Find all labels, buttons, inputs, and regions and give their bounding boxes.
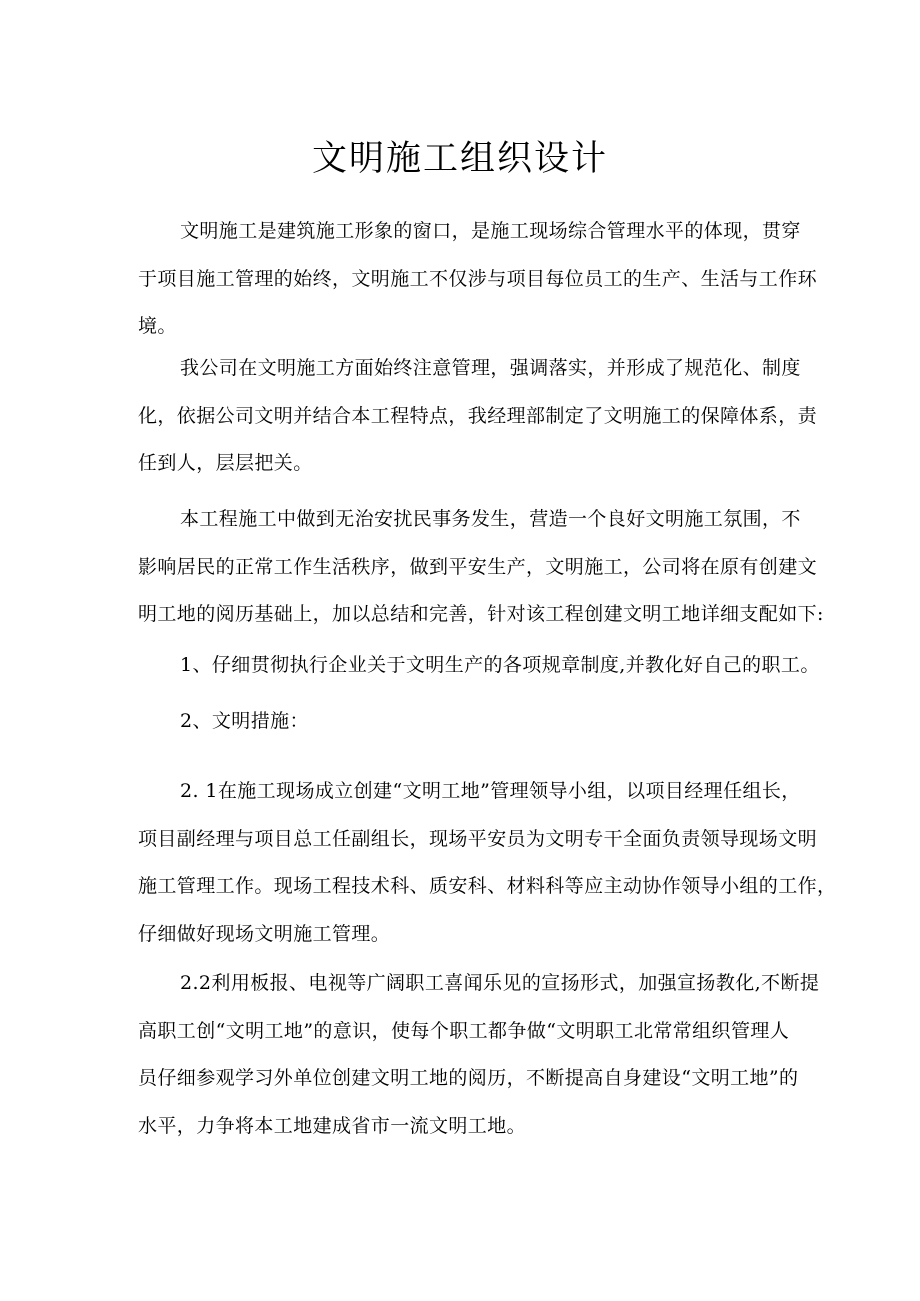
paragraph-item-2-2 <box>138 960 820 1150</box>
text-line: 2.2利用板报、电视等广阔职工喜闻乐见的宣扬形式，加强宣扬教化,不断提 <box>180 972 820 994</box>
text-line: 本工程施工中做到无治安扰民事务发生，营造一个良好文明施工氛围，不 <box>180 508 801 530</box>
paragraph-intro <box>138 208 818 351</box>
paragraph-item-2 <box>138 698 794 746</box>
text-line: 于项目施工管理的始终，文明施工不仅涉与项目每位员工的生产、生活与工作环 <box>138 267 818 290</box>
text-line: 境。 <box>138 315 177 337</box>
text-line: 任到人，层层把关。 <box>138 452 313 474</box>
text-line: 员仔细参观学习外单位创建文明工地的阅历，不断提高自身建设“文明工地”的 <box>138 1067 799 1089</box>
text-line: 化，依据公司文明并结合本工程特点，我经理部制定了文明施工的保障体系，责 <box>138 404 818 427</box>
text-line: 施工管理工作。现场工程技术科、质安科、材料科等应主动协作领导小组的工作， <box>138 875 837 897</box>
text-line: 2. 1在施工现场成立创建“文明工地”管理领导小组，以项目经理任组长， <box>180 780 801 802</box>
document-title: 文明施工组织设计 <box>311 139 608 179</box>
paragraph-item-1 <box>138 642 820 690</box>
text-line: 明工地的阅历基础上，加以总结和完善，针对该工程创建文明工地详细支配如下: <box>138 603 824 625</box>
text-line: 仔细做好现场文明施工管理。 <box>138 922 391 945</box>
text-line: 高职工创“文明工地”的意识，使每个职工都争做“文明职工北常常组织管理人 <box>138 1019 790 1042</box>
text-line: 我公司在文明施工方面始终注意管理，强调落实，并形成了规范化、制度 <box>180 357 801 379</box>
text-line: 2、文明措施： <box>180 710 309 732</box>
text-line: 文明施工是建筑施工形象的窗口，是施工现场综合管理水平的体现，贯穿 <box>180 220 801 242</box>
paragraph-project-goals <box>138 496 824 639</box>
text-line: 水平，力争将本工地建成省市一流文明工地。 <box>138 1114 527 1137</box>
text-line: 项目副经理与项目总工任副组长，现场平安员为文明专干全面负责领导现场文明 <box>138 827 818 850</box>
text-line: 1、仔细贯彻执行企业关于文明生产的各项规章制度,并教化好自己的职工。 <box>180 654 820 676</box>
text-line: 影响居民的正常工作生活秩序，做到平安生产，文明施工，公司将在原有创建文 <box>138 555 818 578</box>
paragraph-company-management <box>138 345 818 488</box>
paragraph-item-2-1 <box>138 768 837 958</box>
